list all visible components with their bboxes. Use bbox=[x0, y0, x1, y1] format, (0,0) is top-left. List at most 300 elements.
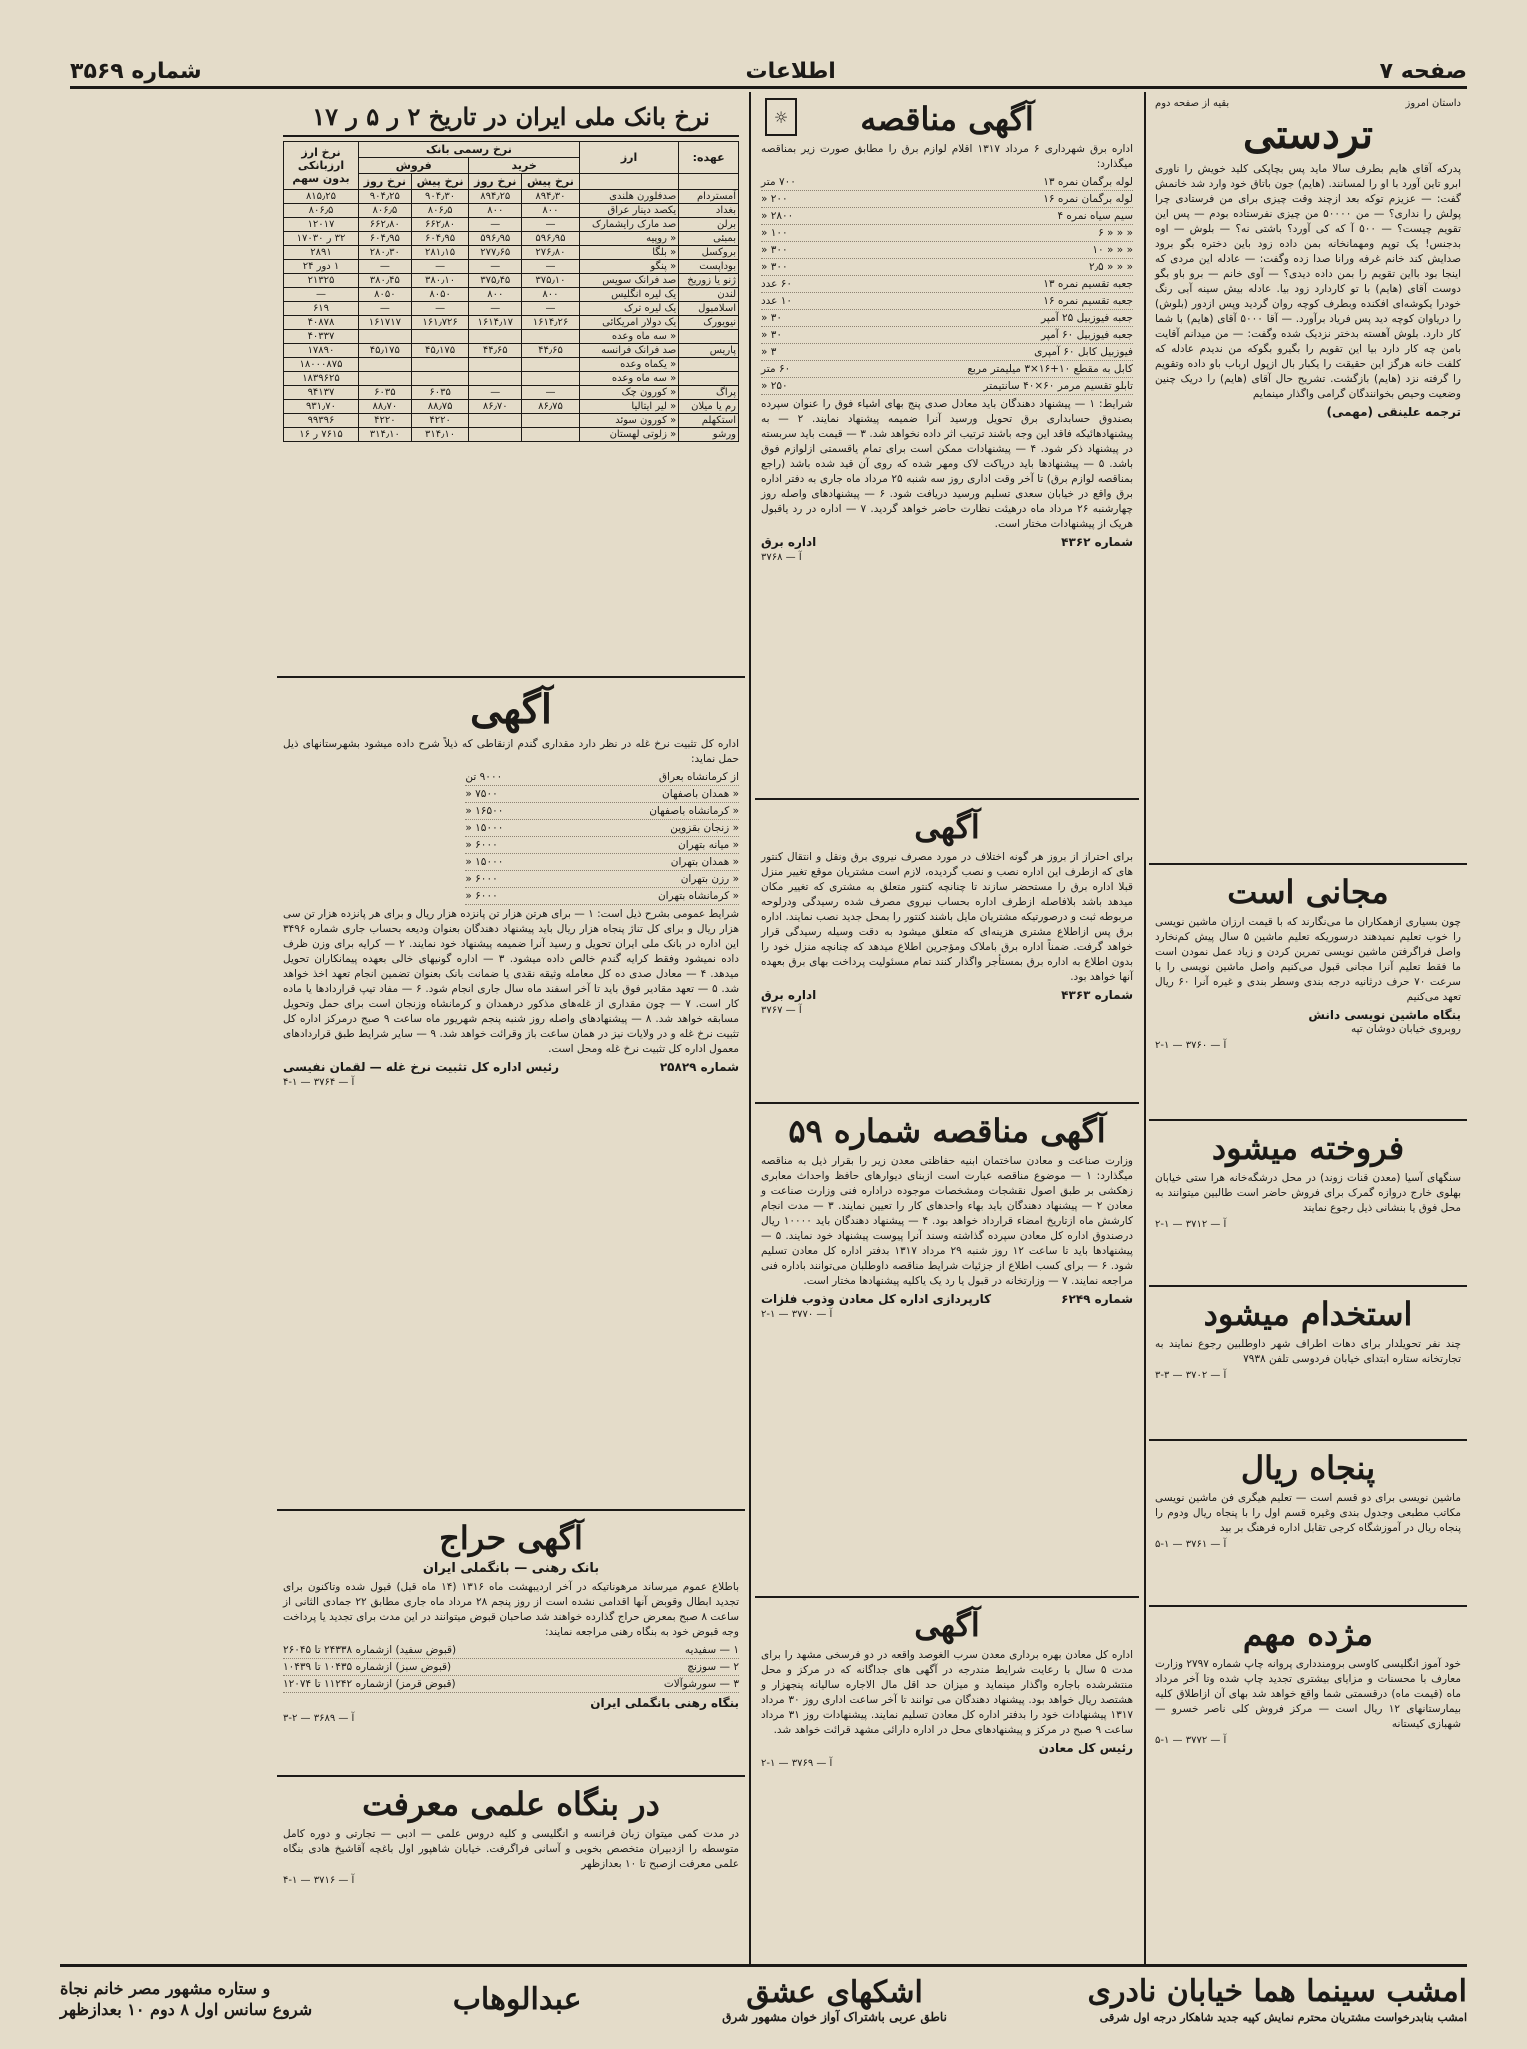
rate-free: ۴۰۸۷۸ bbox=[284, 316, 359, 330]
tender-item bbox=[761, 259, 1133, 276]
tender-59-title: آگهی مناقصه شماره ۵۹ bbox=[788, 1112, 1106, 1150]
rate-currency: « سه ماه وعده bbox=[579, 330, 678, 344]
grain-route-value: ۶۰۰۰ « bbox=[465, 890, 498, 902]
tender-item-value: ۳ « bbox=[761, 346, 777, 358]
rate-sell-prev: ۶۶۲٫۸۰ bbox=[411, 218, 469, 232]
tender-item bbox=[761, 191, 1133, 208]
column-rule bbox=[749, 92, 751, 1964]
grain-route bbox=[465, 854, 739, 871]
grain-route-value: ۷۵۰۰ « bbox=[465, 788, 498, 800]
exchange-rates-body bbox=[284, 190, 739, 442]
tender-item-label: « « « ۶ bbox=[1098, 227, 1133, 239]
tender-item bbox=[761, 174, 1133, 191]
rate-sell-prev: ۶۰۳۵ bbox=[411, 386, 469, 400]
rate-buy-today: ۱۶۱۴٫۱۷ bbox=[469, 316, 522, 330]
rate-buy-prev bbox=[522, 358, 580, 372]
auction-item-value: (قبوض سبز) ازشماره ۱۰۴۳۵ تا ۱۰۴۳۹ bbox=[283, 1661, 452, 1673]
hire-ad-ref: آ — ۳۷۰۲ — ۳-۳ bbox=[1155, 1370, 1227, 1381]
rate-buy-prev bbox=[522, 372, 580, 386]
rate-buy-today bbox=[469, 358, 522, 372]
tender-item-value: ۱۰ عدد bbox=[761, 295, 793, 307]
cinema-banner bbox=[60, 1964, 1467, 2031]
auction-item bbox=[283, 1676, 739, 1693]
rate-currency: « بلگا bbox=[579, 246, 678, 260]
rate-sell-prev: ۸۰۵۰ bbox=[411, 288, 469, 302]
tender-number: شماره ۴۳۶۲ bbox=[1061, 535, 1133, 549]
tender-item-label: « « « ۱۰ bbox=[1092, 244, 1133, 256]
rate-buy-prev: — bbox=[522, 218, 580, 232]
tender-item-value: ۳۰ « bbox=[761, 312, 783, 324]
grain-route-label: « همدان بتهران bbox=[670, 856, 739, 868]
rate-row bbox=[284, 232, 739, 246]
buy-prev-header: نرخ پیش bbox=[522, 174, 580, 190]
grain-ad-number: شماره ۲۵۸۲۹ bbox=[659, 1060, 739, 1074]
tender-item bbox=[761, 276, 1133, 293]
auction-item bbox=[283, 1642, 739, 1659]
power-notice-number: شماره ۴۳۶۳ bbox=[1061, 988, 1133, 1002]
exchange-rates-title: نرخ بانک ملی ایران در تاریخ ۲ ر ۵ ر ۱۷ bbox=[283, 98, 739, 137]
tender-item bbox=[761, 327, 1133, 344]
rate-buy-today: ۸۹۴٫۲۵ bbox=[469, 190, 522, 204]
tender-item-value: ۲۸۰۰ « bbox=[761, 210, 794, 222]
buy-header: خرید bbox=[469, 158, 579, 174]
rate-buy-prev: ۴۴٫۶۵ bbox=[522, 344, 580, 358]
rate-buy-today: — bbox=[469, 302, 522, 316]
grain-route bbox=[465, 888, 739, 905]
tender-59-ad bbox=[755, 1104, 1139, 1598]
rate-city: پراگ bbox=[679, 386, 739, 400]
official-rate-header: نرخ رسمی بانک bbox=[359, 142, 580, 158]
rate-sell-today: ۶۰۳۵ bbox=[359, 386, 412, 400]
rate-buy-prev: — bbox=[522, 302, 580, 316]
tender-59-number: شماره ۶۲۴۹ bbox=[1061, 1292, 1133, 1306]
rate-sell-today: ۲۸۰٫۳۰ bbox=[359, 246, 412, 260]
rate-free: ۹۴۱۳۷ bbox=[284, 386, 359, 400]
story-continued: بقیه از صفحه دوم bbox=[1155, 98, 1230, 109]
rate-free: ۸۱۵٫۲۵ bbox=[284, 190, 359, 204]
sale-ad-title: فروخته میشود bbox=[1211, 1129, 1405, 1167]
tender-item-label: جعبه فیوزبیل ۶۰ آمپر bbox=[1041, 329, 1133, 341]
rate-row bbox=[284, 330, 739, 344]
rate-currency: « زلوتی لهستان bbox=[579, 428, 678, 442]
rate-city: بمبئی bbox=[679, 232, 739, 246]
rate-buy-today: ۲۷۷٫۶۵ bbox=[469, 246, 522, 260]
rate-sell-prev: ۳۸۰٫۱۰ bbox=[411, 274, 469, 288]
rate-buy-prev: ۵۹۶٫۹۵ bbox=[522, 232, 580, 246]
tender-ad bbox=[755, 92, 1139, 800]
rate-sell-prev: ۸۰۶٫۵ bbox=[411, 204, 469, 218]
grain-ad-conditions: شرایط عمومی بشرح ذیل است: ۱ — برای هرتن هزار تن پانزده هزار ریال و برای هر پانزده هزار تن سی هزار ریال و برای کل تناژ پنجاه هزار ریال باید پیشنهاد دهندگان بعنوان ودیعه بحساب جاری شماره ۳۴۹۶ این اداره در بانک ملی ایران تحویل و رسید آنرا ضمیمه پیشنهاد خود نمایند. ۲ — کرایه برای وزن ظرف داده نمیشود وفقط کرایه گندم خالص داده میشود. ۳ — اداره گونیهای خالی بعهده پیمانکاران تحویل میدهد. ۴ — معادل صدی ده کل معامله وثیقه نقدی یا ضمانت بانک بعنوان تضمین انجام تعهد اخذ خواهد شد. ۵ — تعهد مقادیر فوق باید تا آخر اسفند ماه سال جاری انجام شود. ۶ — مفاد تیپ قراردادها یا ماده کار است. ۷ — چون مقداری از غله‌های مذکور درهمدان و کرمانشاه وزنجان است برای حمل وتحویل مسابقه خواهد شد. ۸ — پیشنهادهای واصله روز شنبه پنجم شهریور ماه ساعت ۹ صبح درمرکز اداره کل تثبیت نرخ غله و در ولایات نیز در همان ساعت باز وقرائت خواهد شد. ۹ — سایر شرایط طبق قراردادهای معمول اداره کل تثبیت نرخ غله ومحل است. bbox=[283, 908, 739, 1055]
rate-row bbox=[284, 400, 739, 414]
rate-city bbox=[679, 372, 739, 386]
cinema-star-note: و ستاره مشهور مصر خانم نجاة bbox=[60, 1979, 271, 1998]
rate-city: بغداد bbox=[679, 204, 739, 218]
rate-buy-prev bbox=[522, 330, 580, 344]
rate-currency: « لیر ایتالیا bbox=[579, 400, 678, 414]
tender-item-label: « « « ۲٫۵ bbox=[1089, 261, 1133, 273]
rate-free: ۲۸۹۱ bbox=[284, 246, 359, 260]
grain-routes bbox=[465, 769, 739, 905]
grain-route bbox=[465, 837, 739, 854]
rate-sell-today: ۶۶۲٫۸۰ bbox=[359, 218, 412, 232]
auction-item bbox=[283, 1659, 739, 1676]
rate-free: ۷۶۱۵ ر ۱۶ bbox=[284, 428, 359, 442]
auction-ad-ref: آ — ۳۶۸۹ — ۲-۳ bbox=[283, 1713, 355, 1724]
exchange-rates bbox=[277, 92, 745, 678]
rate-row bbox=[284, 274, 739, 288]
rate-buy-prev: ۱۶۱۴٫۲۶ bbox=[522, 316, 580, 330]
rate-city bbox=[679, 358, 739, 372]
sell-header: فروش bbox=[359, 158, 469, 174]
rate-buy-today: — bbox=[469, 386, 522, 400]
grain-ad-title: آگهی bbox=[470, 686, 552, 733]
rate-buy-today bbox=[469, 330, 522, 344]
rate-city bbox=[679, 330, 739, 344]
tender-items bbox=[761, 174, 1133, 395]
story-title: تردستی bbox=[1243, 111, 1373, 158]
rate-sell-today: ۸۰۵۰ bbox=[359, 288, 412, 302]
rate-buy-today: ۸۰۰ bbox=[469, 204, 522, 218]
cinema-banner-main: امشب سینما هما خیابان نادری bbox=[1087, 1974, 1467, 2009]
cinema-star: عبدالوهاب bbox=[452, 1981, 582, 2017]
news-ad-ref: آ — ۳۷۷۲ — ۱-۵ bbox=[1155, 1735, 1227, 1746]
rate-buy-prev: ۲۷۶٫۸۰ bbox=[522, 246, 580, 260]
rate-city: برلن bbox=[679, 218, 739, 232]
grain-route bbox=[465, 803, 739, 820]
rate-currency: یکصد دینار عراق bbox=[579, 204, 678, 218]
rate-buy-today bbox=[469, 414, 522, 428]
auction-ad bbox=[277, 1511, 745, 1777]
rate-sell-today: — bbox=[359, 260, 412, 274]
tender-signature: اداره برق bbox=[761, 535, 817, 549]
auction-ad-title: آگهی حراج bbox=[439, 1519, 583, 1557]
rate-buy-today: ۸۶٫۷۰ bbox=[469, 400, 522, 414]
rate-free: — bbox=[284, 288, 359, 302]
tender-item-label: جعبه تقسیم نمره ۱۶ bbox=[1043, 295, 1133, 307]
currency-header: ارز bbox=[579, 142, 678, 174]
fifty-ad-title: پنجاه ریال bbox=[1240, 1449, 1376, 1487]
fifty-ad-text: ماشین نویسی برای دو قسم است — تعلیم هیگری فن ماشین نویسی مکاتب مطبعی وجدول بندی وغیره قسم اول را با پنجاه ریال ودوم را پنجاه ریال در آموزشگاه کرجی تقابل اداره فرهنگ بر بید bbox=[1155, 1492, 1461, 1534]
free-ad-title: مجانی است bbox=[1227, 873, 1389, 911]
story-kicker: داستان امروز bbox=[1405, 98, 1461, 109]
rate-currency: صد فرانک فرانسه bbox=[579, 344, 678, 358]
rate-city: ژنو یا زوریخ bbox=[679, 274, 739, 288]
grain-route-value: ۹۰۰۰ تن bbox=[465, 771, 503, 783]
sale-ad bbox=[1149, 1121, 1467, 1287]
rate-buy-today bbox=[469, 372, 522, 386]
auction-items bbox=[283, 1642, 739, 1693]
rate-free: ۱۲۰۱۷ bbox=[284, 218, 359, 232]
rate-free: ۱۸۳۹۶۲۵ bbox=[284, 372, 359, 386]
hire-ad-text: چند نفر تحویلدار برای دهات اطراف شهر داوطلبین رجوع نمایند به تجارتخانه ستاره ابتدای خیابان فردوسی تلفن ۷۹۳۸ bbox=[1155, 1338, 1461, 1365]
mines-notice-ref: آ — ۳۷۶۹ — ۱-۲ bbox=[761, 1758, 833, 1769]
free-ad-school: بنگاه ماشین نویسی دانش bbox=[1308, 1008, 1461, 1022]
school-ad-title: در بنگاه علمی معرفت bbox=[362, 1785, 660, 1823]
school-ad bbox=[277, 1777, 745, 1894]
mines-notice-text: اداره کل معادن بهره برداری معدن سرب الغوصد واقعه در دو فرسخی مشهد را برای مدت ۵ سال با رعایت شرایط مندرجه در آگهی های جداگانه که در مرکز و محل منتشرشده باجاره واگذار مینماید و میزان حد اقل مال الاجاره سالیانه پنجهزار و هشتصد ریال خواهد بود. پیشنهاد دهندگان می توانند تا آخر ساعت اداری روز ۳۰ مرداد ۱۳۱۷ پیشنهادات خود را بدفتر اداره کل معادن تسلیم نمایند. پیشنهادات روز ۳۱ مرداد ساعت ۹ صبح در مرکز و پیشنهادهای محل در اداره دارائی مشهد قرائت خواهد شد. bbox=[761, 1649, 1134, 1736]
rate-sell-prev bbox=[411, 358, 469, 372]
rate-sell-prev bbox=[411, 330, 469, 344]
school-ad-text: در مدت کمی میتوان زبان فرانسه و انگلیسی و کلیه دروس علمی — ادبی — تجارتی و دوره کامل متوسطه را ازدبیران متخصص بخوبی و آسانی فراگرفت. خیابان شاهپور اول باغچه آقاشیخ هادی بنگاه علمی معرفت ازصبح تا ۱۰ بعدازظهر bbox=[283, 1828, 739, 1870]
fifty-ad bbox=[1149, 1441, 1467, 1607]
rate-row bbox=[284, 218, 739, 232]
rate-buy-prev: ۳۷۵٫۱۰ bbox=[522, 274, 580, 288]
cinema-film-title: اشکهای عشق bbox=[746, 1974, 923, 2010]
tender-item-label: جعبه تقسیم نمره ۱۳ bbox=[1043, 278, 1133, 290]
tender-item-value: ۱۰۰ « bbox=[761, 227, 788, 239]
story-text: پدرکه آقای هایم بطرف سالا ماید پس بچاپکی کلید خویش را ناوری ابرو تاین آورد با او را لمسانند. (هایم) جون باتاق خود وارد شد خانمش گفت: — عزیزم توکه بعد ازچند وقت چیزی برای من فرستادی چرا پولش را نداری؟ — من ۵۰۰۰۰ من چیزی نفرستاده بودم — پس این تقویم چیست؟ — ۵۰۰ آ که کی آورد؟ باشتی نه؟ — بلوش — اوه بدجنس! یک توپم ومهمانخانه بمن داده زود باین دختره بگو برود صدایش کند خانم غرفه ورانا صدا زده وگفت: — عادله این مردی که اینجا بود بااین تقویم را بمن داده دیدی؟ — آوی خانم — برو باو بگو دوست آقای (هایم) با تو کاردارد زود بیا. عادله بیش سینه آبی رنگ خودرا یکوشه‌ای افکنده وبطرف کوچه روان گردید وپس ازدور (بلوش) را دریاوان کوچه دید پس فریاد برآورد. — آقا ۵۰۰۰ آقای (هایم) با شما کار دارد. بلوش آهسته بدختر نزدیک شده وگفت: — من میدانم آقایت بامن چه کار دارد بیا این تقویم را بگیرو بگوکه من ندیدم عادله که کلفت خانه هرگز این حقیقت را یکبار بال ازپول ارباب باو داده وتقویم را گرفته نزد (هایم) بازگشت. تشریح حال آقای (هایم) را دریک چنین وضعیت وحیص بخوانندگان گرامی واگذار مینمایم bbox=[1155, 163, 1462, 400]
grain-route-value: ۶۰۰۰ « bbox=[465, 873, 498, 885]
rate-buy-prev bbox=[522, 414, 580, 428]
tender-title: آگهی مناقصه bbox=[860, 100, 1034, 138]
hire-ad bbox=[1149, 1287, 1467, 1441]
rate-row bbox=[284, 190, 739, 204]
rate-sell-prev: ۳۱۴٫۱۰ bbox=[411, 428, 469, 442]
grain-route-value: ۶۰۰۰ « bbox=[465, 839, 498, 851]
free-ad-ref: آ — ۳۷۶۰ — ۱-۲ bbox=[1155, 1040, 1227, 1051]
news-ad-text: خود آموز انگلیسی کاوسی برومندداری پروانه چاپ شماره ۲۷۹۷ وزارت معارف با محسنات و مزایای بیشتری تجدید چاپ شده وتا آخر مرداد ماه (قیمت ماه) درقسمتی شما واقع خواهد شد بهای آن ازاطلاق کلیه بیمارستانهای ۱۲ ریال است — مرکز فروش کلی ناصر خسرو — شهبازی کیستانه bbox=[1155, 1658, 1461, 1730]
rate-sell-prev: ۹۰۴٫۳۰ bbox=[411, 190, 469, 204]
rate-sell-today: ۸۸٫۷۰ bbox=[359, 400, 412, 414]
exchange-rates-table bbox=[283, 141, 739, 442]
rate-sell-today: ۳۸۰٫۴۵ bbox=[359, 274, 412, 288]
tender-item bbox=[761, 310, 1133, 327]
rate-city: ورشو bbox=[679, 428, 739, 442]
tender-item bbox=[761, 344, 1133, 361]
tender-item-value: ۳۰۰ « bbox=[761, 261, 788, 273]
grain-route-value: ۱۵۰۰۰ « bbox=[465, 822, 504, 834]
auction-ad-text: باطلاع عموم میرساند مرهوناتیکه در آخر اردیبهشت ماه ۱۳۱۶ (۱۴ ماه قبل) قبول شده وتاکنون برای تجدید ابطال وقوبض آنها اقدامی نشده است از روز پنجم ۲۸ مرداد ماه جاری مطابق ۲۲ جمادی الثانی از ساعت ۸ صبح بمعرض حراج گذارده خواهند شد صاحبان قبوض میتوانند در این مدت برای تجدید یا پرداخت وجه قبوض خود به بنگاه رهنی مراجعه نمایند: bbox=[283, 1581, 740, 1638]
rate-free: ۱ دور ۲۴ bbox=[284, 260, 359, 274]
tender-item-value: ۶۰ عدد bbox=[761, 278, 793, 290]
rate-buy-prev: — bbox=[522, 386, 580, 400]
grain-route-label: « کرمانشاه بتهران bbox=[657, 890, 739, 902]
sell-today-header: نرخ روز bbox=[359, 174, 412, 190]
auction-item-label: ۱ — سفیدیه bbox=[684, 1644, 739, 1656]
rate-sell-today bbox=[359, 372, 412, 386]
free-ad-address: روبروی خیابان دوشان تپه bbox=[1350, 1023, 1461, 1035]
grain-ad-ref: آ — ۳۷۶۴ — ۱-۴ bbox=[283, 1077, 355, 1088]
rate-currency: « کورون سوئد bbox=[579, 414, 678, 428]
rate-sell-today: — bbox=[359, 302, 412, 316]
rate-row bbox=[284, 386, 739, 400]
tender-item-value: ۳۰۰ « bbox=[761, 244, 788, 256]
grain-route bbox=[465, 820, 739, 837]
auction-item-value: (قبوض سفید) ازشماره ۲۴۳۳۸ تا ۲۶۰۴۵ bbox=[283, 1644, 457, 1656]
grain-ad-signature: رئیس اداره کل تثبیت نرخ غله — لقمان نفیسی bbox=[283, 1060, 559, 1074]
mines-notice bbox=[755, 1598, 1139, 1777]
rate-sell-prev: ۸۸٫۷۵ bbox=[411, 400, 469, 414]
hire-ad-title: استخدام میشود bbox=[1203, 1295, 1413, 1333]
rate-buy-today: ۸۰۰ bbox=[469, 288, 522, 302]
rate-buy-today: ۵۹۶٫۹۵ bbox=[469, 232, 522, 246]
tender-intro: اداره برق شهرداری ۶ مرداد ۱۳۱۷ اقلام لوازم برق را مطابق صورت زیر بمناقصه میگذارد: bbox=[761, 143, 1133, 170]
cinema-schedule: شروع سانس اول ۸ دوم ۱۰ بعدازظهر bbox=[60, 2000, 313, 2019]
rate-row bbox=[284, 372, 739, 386]
rate-currency: « کورون چک bbox=[579, 386, 678, 400]
grain-route-label: از کرمانشاه بعراق bbox=[658, 771, 739, 783]
grain-route bbox=[465, 786, 739, 803]
rate-currency: « یکماه وعده bbox=[579, 358, 678, 372]
rate-row bbox=[284, 358, 739, 372]
news-ad bbox=[1149, 1607, 1467, 1754]
story-box bbox=[1149, 92, 1467, 865]
power-notice bbox=[755, 800, 1139, 1104]
rate-buy-today: — bbox=[469, 218, 522, 232]
rate-sell-today: ۸۰۶٫۵ bbox=[359, 204, 412, 218]
free-rate-header: نرخ ارز ارزبانکی بدون سهم bbox=[284, 142, 359, 190]
rate-city: آمستردام bbox=[679, 190, 739, 204]
rate-sell-prev: ۱۶۱٫۷۲۶ bbox=[411, 316, 469, 330]
rate-sell-today: ۳۱۴٫۱۰ bbox=[359, 428, 412, 442]
page-label: صفحه ۷ bbox=[1379, 59, 1467, 84]
tender-item-value: ۶۰ متر bbox=[761, 363, 791, 375]
rate-row bbox=[284, 302, 739, 316]
tender-item-value: ۲۵۰ « bbox=[761, 380, 788, 392]
rate-sell-prev: — bbox=[411, 260, 469, 274]
tender-item bbox=[761, 293, 1133, 310]
auction-item-value: (قبوض قرمز) ازشماره ۱۱۲۴۲ تا ۱۲۰۷۴ bbox=[283, 1678, 456, 1690]
masthead bbox=[70, 56, 1467, 89]
tender-item bbox=[761, 208, 1133, 225]
column-rule bbox=[1144, 92, 1146, 1964]
rate-buy-today: ۳۷۵٫۴۵ bbox=[469, 274, 522, 288]
power-notice-ref: آ — ۳۷۶۷ bbox=[761, 1005, 802, 1016]
rate-buy-prev: ۸۶٫۷۵ bbox=[522, 400, 580, 414]
rate-sell-today: ۶۰۴٫۹۵ bbox=[359, 232, 412, 246]
rate-currency: « سه ماه وعده bbox=[579, 372, 678, 386]
tender-item-label: لوله برگمان نمره ۱۳ bbox=[1043, 176, 1133, 188]
rate-currency: یک دولار امریکائی bbox=[579, 316, 678, 330]
rate-sell-prev: ۲۸۱٫۱۵ bbox=[411, 246, 469, 260]
tender-item-value: ۳۰ « bbox=[761, 329, 783, 341]
rate-sell-prev: ۴۲۲۰ bbox=[411, 414, 469, 428]
rate-buy-today: ۴۴٫۶۵ bbox=[469, 344, 522, 358]
rate-sell-today: ۴۲۲۰ bbox=[359, 414, 412, 428]
rate-city: بوداپست bbox=[679, 260, 739, 274]
auction-item-label: ۳ — سورشوآلات bbox=[663, 1678, 739, 1690]
rate-city: لندن bbox=[679, 288, 739, 302]
rate-sell-today: ۴۵٫۱۷۵ bbox=[359, 344, 412, 358]
column-middle bbox=[755, 92, 1139, 1964]
column-left bbox=[277, 92, 745, 1964]
tender-item-label: سیم سیاه نمره ۴ bbox=[1057, 210, 1133, 222]
rate-city: اسلامبول bbox=[679, 302, 739, 316]
grain-route-label: « زنجان بقزوین bbox=[670, 822, 739, 834]
rate-free: ۱۷۸۹۰ bbox=[284, 344, 359, 358]
rate-row bbox=[284, 344, 739, 358]
grain-route-value: ۱۵۰۰۰ « bbox=[465, 856, 504, 868]
news-ad-title: مژده مهم bbox=[1242, 1615, 1374, 1653]
tender-item-value: ۷۰۰ متر bbox=[761, 176, 796, 188]
lion-sun-emblem-icon: ☼ bbox=[765, 98, 797, 136]
rate-buy-prev: ۸۰۰ bbox=[522, 288, 580, 302]
sale-ad-text: سنگهای آسیا (معدن قنات زوند) در محل درشگه‌خانه هرا ستی خیابان بهلوی خارج دروازه گمرک برای فروش حاضر است طالبین میتوانند به محل فوق یا بنشانی ذیل رجوع نمایند bbox=[1155, 1172, 1461, 1214]
grain-ad bbox=[277, 678, 745, 1511]
depot-header: عهده: bbox=[679, 142, 739, 174]
rate-city: استکهلم bbox=[679, 414, 739, 428]
grain-route-label: « همدان باصفهان bbox=[662, 788, 739, 800]
tender-item bbox=[761, 225, 1133, 242]
tender-conditions: شرایط: ۱ — پیشنهاد دهندگان باید معادل صدی پنج بهای اشیاء فوق را عنوان سپرده بصندوق حسابداری برق تحویل ورسید آنرا ضمیمه پیشنهاد نمایند. ۲ — به پیشنهادهائیکه فاقد این وجه باشند ترتیب اثر داده نخواهد شد. ۳ — قیمت باید سربسته در پیشنهاد ذکر شود. ۴ — پیشنهادات ممکن است برای تمام یاقسمتی ازلوازم فوق باشد. ۵ — پیشنهادها باید دریاکت لاک ومهر شده که روی آن قید شده باشد (راجع بمناقصه لوازم برق) تا آخر وقت اداری روز سه شنبه ۲۵ مرداد ماه جاری به دفتر اداره برق واقع در خیابان سعدی تسلیم ورسید دریافت شود. ۶ — پیشنهادهای واصله روز چهارشنبه ۲۶ مرداد ماه درهیئت نظارت حاضر خواهد گردید. ۷ — اداره در رد یاقبول هریک از پیشنهادات مختار است. bbox=[761, 398, 1134, 530]
rate-row bbox=[284, 414, 739, 428]
rate-sell-today bbox=[359, 330, 412, 344]
rate-currency: یک لیره انگلیس bbox=[579, 288, 678, 302]
rate-free: ۲۱۳۲۵ bbox=[284, 274, 359, 288]
paper-name: اطلاعات bbox=[745, 59, 836, 84]
tender-item-label: کابل به مقطع ۱۰+۱۶×۳ میلیمتر مربع bbox=[967, 363, 1133, 375]
buy-today-header: نرخ روز bbox=[469, 174, 522, 190]
mines-notice-signature: رئیس کل معادن bbox=[1038, 1741, 1133, 1755]
grain-route-label: « میانه بتهران bbox=[678, 839, 739, 851]
rate-buy-today: — bbox=[469, 260, 522, 274]
rate-row bbox=[284, 316, 739, 330]
sell-prev-header: نرخ پیش bbox=[411, 174, 469, 190]
auction-ad-subtitle: بانک رهنی — بانگملی ایران bbox=[422, 1561, 600, 1576]
tender-item-label: تابلو تقسیم مرمر ۶۰×۴۰ سانتیمتر bbox=[983, 380, 1133, 392]
rate-currency: صد مارک رایشمارک bbox=[579, 218, 678, 232]
rate-buy-prev: ۸۹۴٫۳۰ bbox=[522, 190, 580, 204]
tender-item-label: فیوزبیل کابل ۶۰ آمپری bbox=[1034, 346, 1133, 358]
free-ad-text: چون بسیاری ازهمکاران ما می‌نگارند که با قیمت ارزان ماشین نویسی را خوب تعلیم نمیدهند درسوریکه تعلیم ماشین ۵ سال پیش کم‌نخارد واصل فراگرفتن ماشین نویسی تمرین کردن و زیاد عمل نمودن است ما فقط تعلیم آنرا مجانی قبول می‌کنیم واصل ماشین نویسی را با سرعت ۷۰ حرف درثانیه درجه بندی وسطر بندی و غیره آنرا ۶۰ ریال تعهد می‌کنیم bbox=[1155, 916, 1461, 1003]
rate-sell-prev: ۴۵٫۱۷۵ bbox=[411, 344, 469, 358]
tender-59-text: وزارت صناعت و معادن ساختمان ابنیه حفاظتی معدن زیر را بقرار ذیل به مناقصه میگذارد: ۱ — موضوع مناقصه عبارت است ازبنای دیوارهای حافظ واحداث معابری زهکشی بر طبق اصول نقشجات ومشخصات موجوده دراداره فنی وزارت صناعت و معادن ۲ — پیشنهاد دهندگان باید بهاء واحدهای کار را تعیین نمایند. ۳ — مدت انجام کارشش ماه ازتاریخ امضاء قرارداد خواهد بود. ۴ — پیشنهاد دهندگان باید ۱۰۰۰۰ ریال درصندوق اداره کل معادن سپرده گذاشته وسند آنرا پیوست پیشنهاد خود نمایند. ۵ — پیشنهادها باید تا ساعت ۱۲ روز شنبه ۲۹ مرداد ۱۳۱۷ بدفتر اداره کل معادن تسلیم شود. ۶ — برای کسب اطلاع از جزئیات شرایط مناقصه داوطلبان می‌توانند باداره فنی مراجعه نمایند. ۷ — وزارتخانه در قبول یا رد یک یاکلیه پیشنهادها مختار است. bbox=[761, 1155, 1134, 1287]
rate-sell-prev: — bbox=[411, 302, 469, 316]
grain-route bbox=[465, 769, 739, 786]
rate-currency: صدفلورن هلندی bbox=[579, 190, 678, 204]
rate-free: ۱۸۰۰۰۸۷۵ bbox=[284, 358, 359, 372]
grain-route-value: ۱۶۵۰۰ « bbox=[465, 805, 504, 817]
rate-row bbox=[284, 246, 739, 260]
rate-free: ۶۱۹ bbox=[284, 302, 359, 316]
rate-buy-prev bbox=[522, 428, 580, 442]
rate-row bbox=[284, 428, 739, 442]
tender-item bbox=[761, 361, 1133, 378]
rate-sell-prev bbox=[411, 372, 469, 386]
rate-row bbox=[284, 260, 739, 274]
rate-free: ۸۰۶٫۵ bbox=[284, 204, 359, 218]
auction-item-label: ۲ — سوزنچ bbox=[687, 1661, 739, 1673]
tender-item-label: لوله برگمان نمره ۱۶ bbox=[1043, 193, 1133, 205]
tender-59-ref: آ — ۳۷۷۰ — ۱-۲ bbox=[761, 1309, 833, 1320]
rate-buy-prev: — bbox=[522, 260, 580, 274]
rate-free: ۳۲ ر ۱۷۰۳۰ bbox=[284, 232, 359, 246]
rate-sell-today: ۱۶۱۷۱۷ bbox=[359, 316, 412, 330]
rate-currency: « روپیه bbox=[579, 232, 678, 246]
rate-city: رم یا میلان bbox=[679, 400, 739, 414]
power-notice-text: برای احتراز از بروز هر گونه اختلاف در مورد مصرف نیروی برق ونقل و انتقال کنتور های که ازطرف این اداره نصب و نصب گردیده، لازم است مشتریان موقع تغییر منزل قبلا اداره برق را مستحضر سازند تا چنانچه کنتور متعلق به مشتری که تغییر مکان میدهد باشد بلافاصله ازطرف اداره بحساب نیروی مصرف شده رسیدگی ودرلوحه مربوطه ثبت و درصورتیکه مشتریان مایل باشند کنتور را بمحل جدید نصب نمایند. اداره برق پس ازاطلاع مشتری هزینه‌ای که متعلق میشود به دقت وسیله رسیدگی قرار خواهد گرفت. ضمناً اداره برق باملاک ومؤجرین اطلاع میدهد که چنانچه منزل خود را بدون اطلاع به اداره برق بمستأجر واگذار کنند تمام مسئولیت پرداخت بهای برق بعهده آنها خواهد بود. bbox=[761, 851, 1133, 983]
power-notice-title: آگهی bbox=[914, 808, 980, 846]
rate-buy-today bbox=[469, 428, 522, 442]
rate-city: پاریس bbox=[679, 344, 739, 358]
rate-sell-today bbox=[359, 358, 412, 372]
rate-sell-today: ۹۰۴٫۲۵ bbox=[359, 190, 412, 204]
tender-item-label: جعبه فیوزبیل ۲۵ آمپر bbox=[1041, 312, 1133, 324]
tender-59-signature: کارپردازی اداره کل معادن وذوب فلزات bbox=[761, 1292, 992, 1306]
issue-number: شماره ۳۵۶۹ bbox=[70, 59, 202, 84]
rate-currency: صد فرانک سویس bbox=[579, 274, 678, 288]
rate-free: ۴۰۳۳۷ bbox=[284, 330, 359, 344]
rate-city: بروکسل bbox=[679, 246, 739, 260]
cinema-banner-side: امشب بنابدرخواست مشتریان محترم نمایش کپیه جدید شاهکار درجه اول شرقی bbox=[1099, 2011, 1467, 2024]
cinema-film-note: ناطق عربی باشتراک آواز خوان مشهور شرق bbox=[722, 2009, 947, 2024]
free-ad bbox=[1149, 865, 1467, 1121]
story-credit: ترجمه علینقی (مهمی) bbox=[1326, 405, 1461, 419]
tender-item bbox=[761, 378, 1133, 395]
rate-row bbox=[284, 288, 739, 302]
rate-city: نیویورک bbox=[679, 316, 739, 330]
rate-buy-prev: ۸۰۰ bbox=[522, 204, 580, 218]
